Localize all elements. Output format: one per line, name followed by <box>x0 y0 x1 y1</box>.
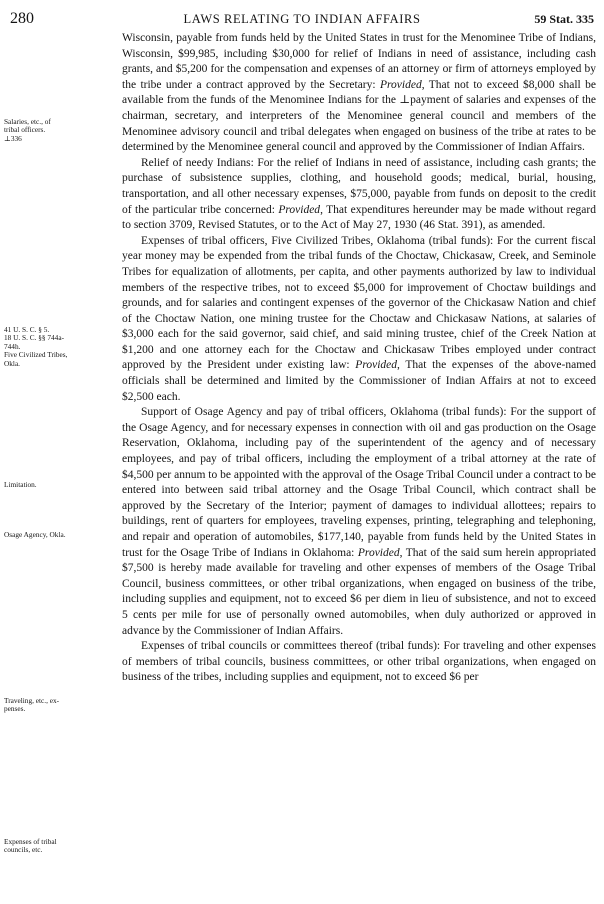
paragraph-tribal-councils: Expenses of tribal councils or committees thereof (tribal funds): For traveling and other expenses of members of tribal councils, business committees, or other tribal organizations, when engaged on business of the tribes, including supplies and equipment, not to exceed $6 per <box>122 640 596 684</box>
margin-note-traveling: Traveling, etc., ex- penses. <box>4 696 60 714</box>
margin-note-salaries: Salaries, etc., of tribal officers. ⊥336 <box>4 117 51 143</box>
paragraph-relief-needy: Relief of needy Indians: For the relief of Indians in need of assistance, including cash grants; the purchase of subsistence supplies, clothing, and household goods; medical, burial, housing, transportation, and all other necessary expenses, $75,000, payable from funds on deposit to the credit of the particular tribe concerned: Provided, That expenditures hereunder may be made without regard to section 3709, Revised Statutes, or to the Act of May 27, 1930 (46 Stat. 391), as amended. <box>122 156 596 232</box>
paragraph-five-civilized-tribes: Expenses of tribal officers, Five Civilized Tribes, Oklahoma (tribal funds): For the current fiscal year money may be expended from the tribal funds of the Choctaw, Chickasaw, Creek, and Seminole Tribes for equalization of allotments, per capita, and other payments authorized by law to individual members of the respective tribes, not to exceed $5,000 for improvement of Choctaw buildings and grounds, and for salaries and contingent expenses of the governor of the Chickasaw Nation and chief of the Choctaw Nation, one mining trustee for the Choctaw and Chickasaw Nations, at salaries of $3,000 each for the said governor, said chief, and said mining trustee, chief of the Creek Nation at $1,200 and one attorney each for the Choctaw and Chickasaw Tribes employed under contract approved by the President under existing law: Provided, That the expenses of the above-named officials shall be determined and limited by the Commissioner of Indian Affairs at not to exceed $2,500 each. <box>122 234 596 403</box>
margin-note-osage-agency: Osage Agency, Okla. <box>4 530 66 539</box>
body-text <box>122 31 596 686</box>
paragraph-osage-agency: Support of Osage Agency and pay of tribal officers, Oklahoma (tribal funds): For the support of the Osage Agency, and for necessary expenses in connection with oil and gas production on the Osage Reservation, Oklahoma, including pay of the superintendent of the agency and of necessary employees, and pay of tribal officers, including the employment of a tribal attorney at the rate of $4,500 per annum to be appointed with the approval of the Osage Tribal Council under a contract to be entered into between said tribal attorney and the Osage Tribal Council, which contract shall be approved by the Secretary of the Interior; payment of damages to individual allottees; repairs to buildings, rent of quarters for employees, traveling expenses, printing, telegraphing and telephoning, and repair and operation of automobiles, $177,140, payable from funds held by the United States in trust for the Osage Tribe of Indians in Oklahoma: Provided, That of the said sum herein appropriated $7,500 is hereby made available for traveling and other expenses of members of the Osage Tribal Council, business committees, or other tribal organizations, when engaged on business of the tribe, including supplies and equipment, not to exceed $6 per diem in lieu of subsistence, and not to exceed 5 cents per mile for use of personally owned automobiles, when duly authorized or approved in advance by the Commissioner of Indian Affairs. <box>122 406 596 637</box>
paragraph-menominee: Wisconsin, payable from funds held by the United States in trust for the Menominee Tribe of Indians, Wisconsin, $99,985, including $30,000 for relief of Indians in need of assistance, including cash grants, and $5,200 for the compensation and expenses of an attorney or firm of attorneys employed by the tribe under a contract approved by the Secretary: Provided, That not to exceed $8,000 shall be available from the funds of the Menominee Indians for the ⊥payment of salaries and expenses of the chairman, secretary, and interpreters of the Menominee general council and members of the Menominee advisory council and tribal delegates when engaged on business of the tribe at rates to be determined by the Menominee general council and approved by the Commissioner of Indian Affairs. <box>122 32 596 154</box>
margin-note-limitation: Limitation. <box>4 480 37 489</box>
page-number: 280 <box>10 10 34 27</box>
page-header <box>0 0 604 26</box>
margin-note-tribal-councils: Expenses of tribal councils, etc. <box>4 837 57 855</box>
running-head: LAWS RELATING TO INDIAN AFFAIRS <box>183 12 421 26</box>
margin-note-usc-five-tribes: 41 U. S. C. § 5. 18 U. S. C. §§ 744a- 744h. Five Civilized Tribes, Okla. <box>4 325 68 368</box>
statute-reference: 59 Stat. 335 <box>534 12 594 26</box>
